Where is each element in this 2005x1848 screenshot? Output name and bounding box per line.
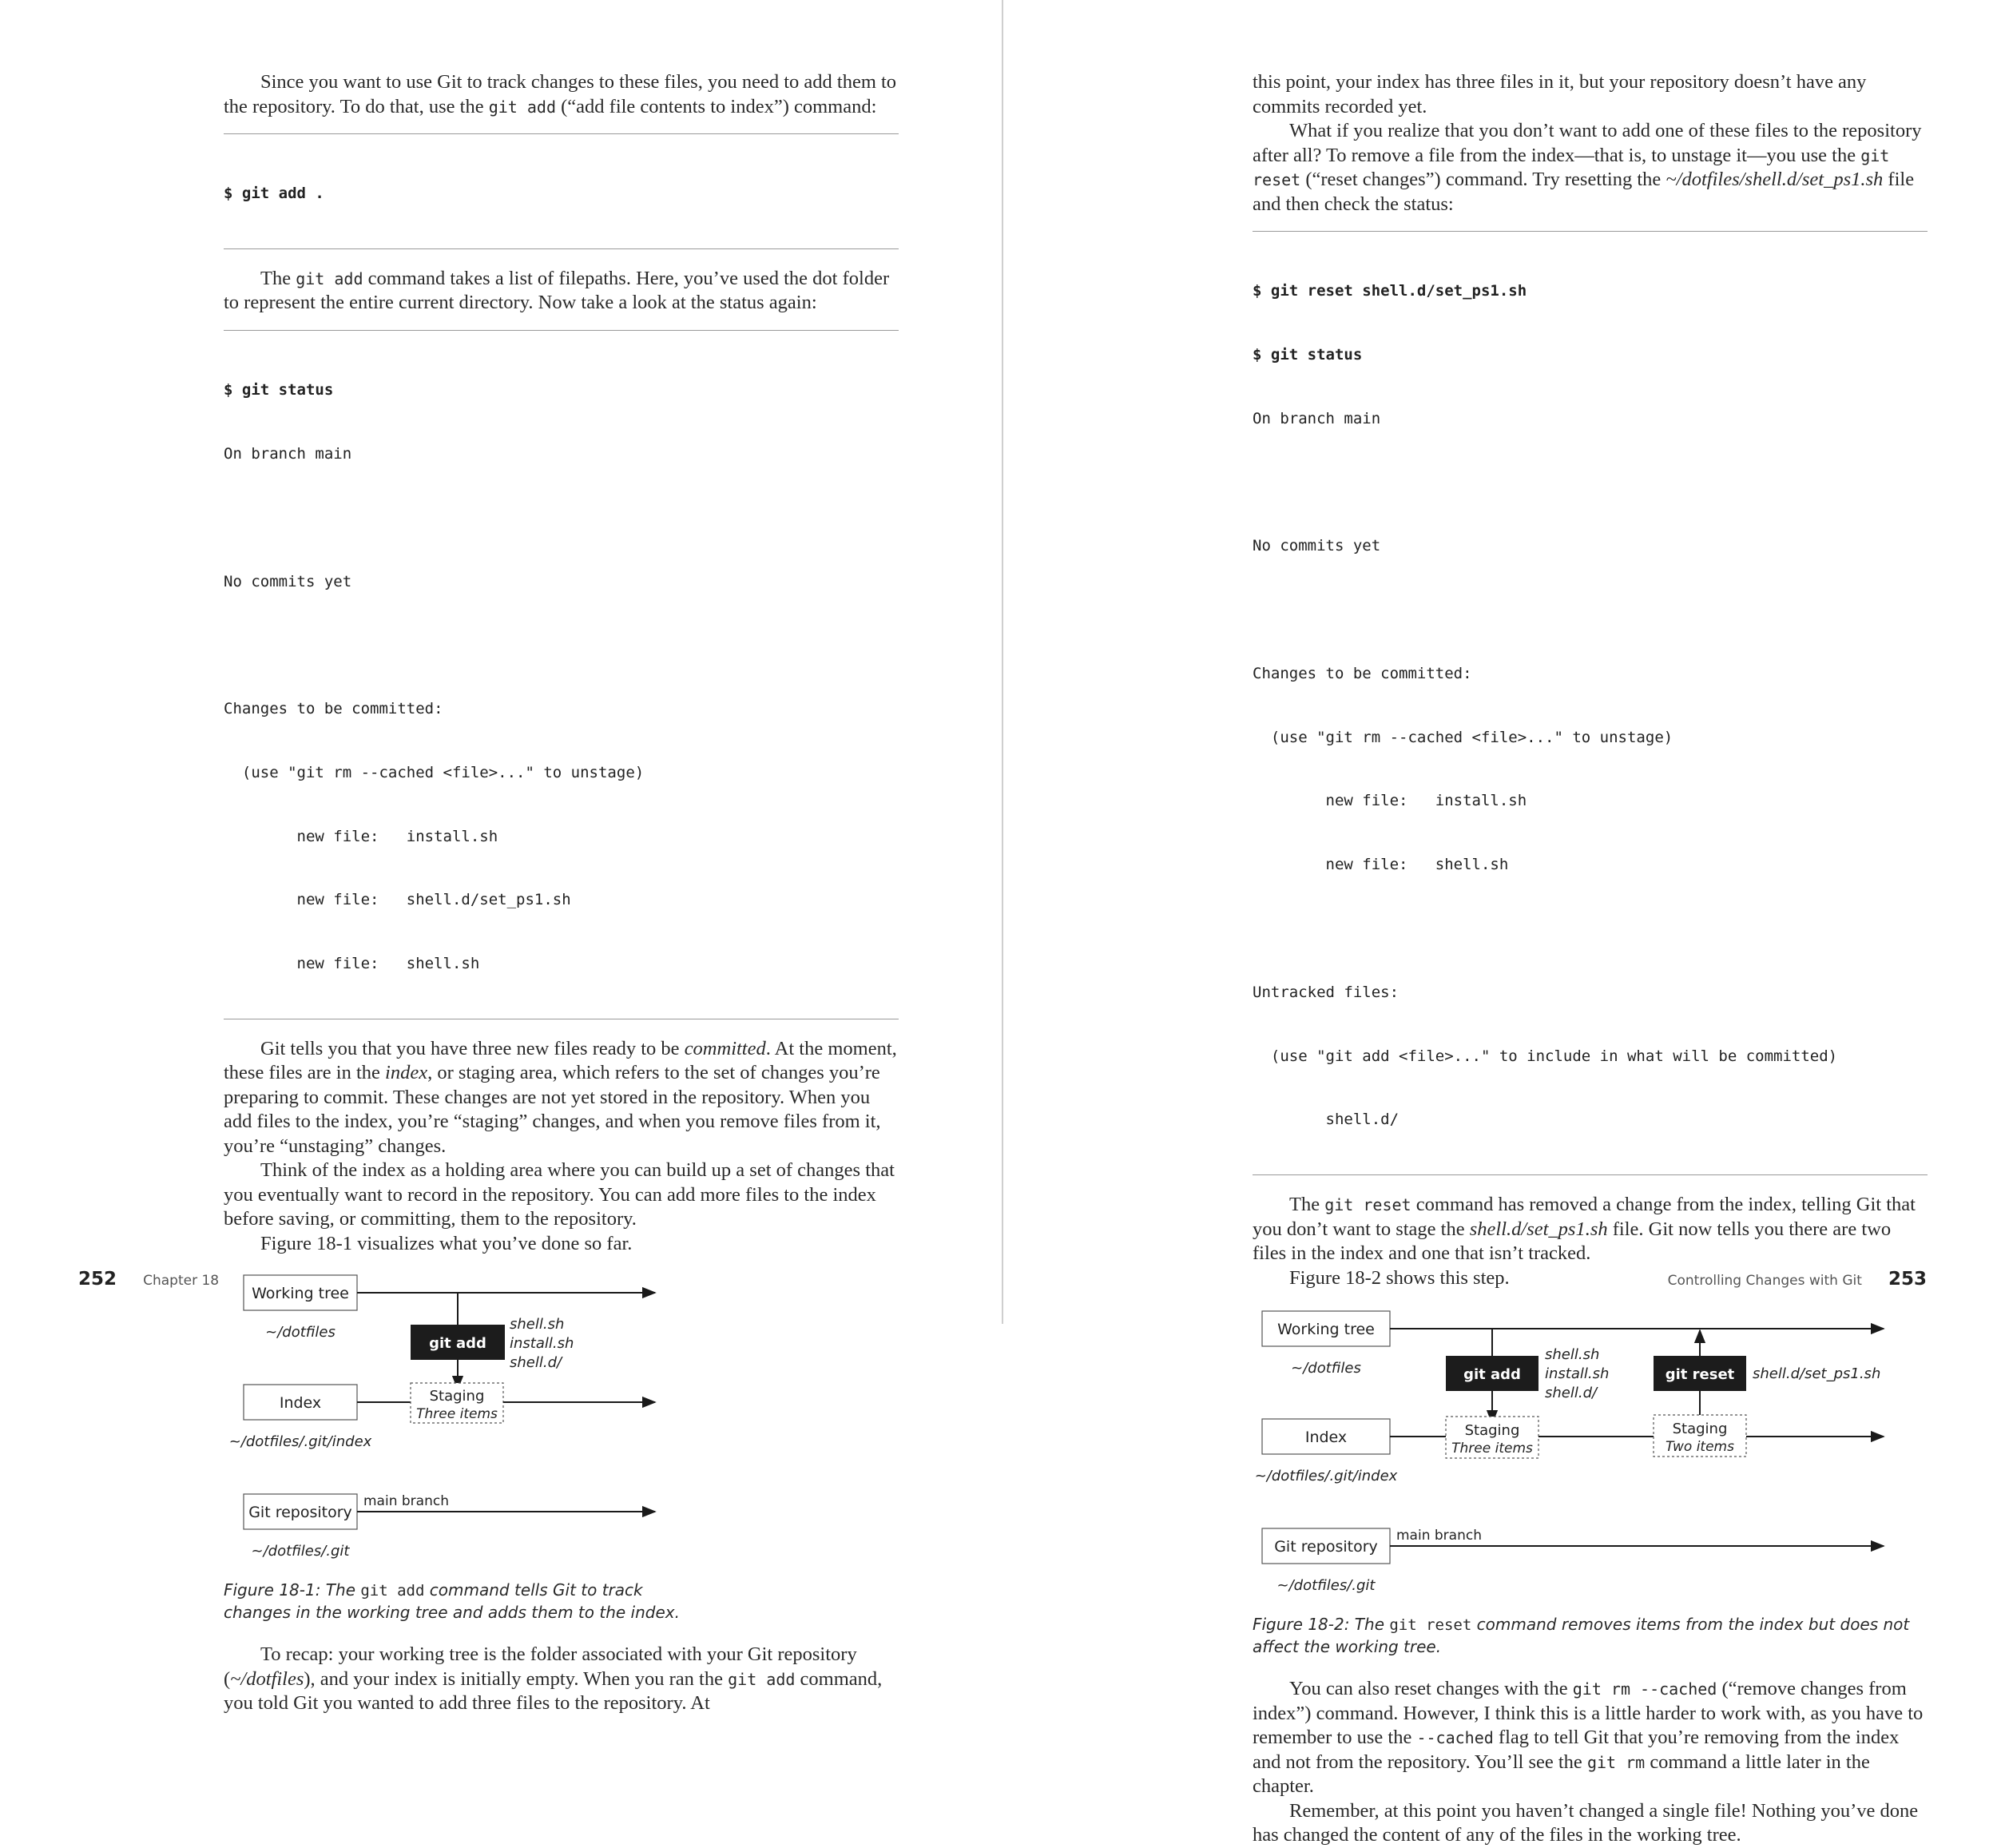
right-text-column [1253,70,1928,1848]
working-tree-label: Working tree [1277,1321,1375,1339]
staging-label: Staging [429,1388,485,1405]
figure-18-2 [1253,1303,1928,1658]
inline-code: --cached [1416,1728,1494,1748]
code-line: Changes to be committed: [224,700,443,718]
index-path: ~/dotfiles/.git/index [228,1433,372,1451]
inline-code: git rm --cached [1572,1679,1717,1699]
reset-file-label: shell.d/set_ps1.sh [1753,1365,1881,1383]
paragraph: To recap: your working tree is the folder associated with your Git repository (~/dotfiles), and your index is initially empty. When you ran the git add command, you told Git you wanted to add three files to the repository. At [224,1643,883,1715]
inline-code: git add [728,1669,796,1689]
code-line: new file: shell.sh [224,955,480,973]
figure-caption: Figure 18-2: The git reset command removes items from the index but does not affect the working tree. [1253,1615,1910,1657]
code-line: (use "git add <file>..." to include in what will be committed) [1253,1047,1838,1065]
page-footer [1668,1269,1927,1290]
code-line: On branch main [1253,409,1381,427]
code-block [224,330,899,1019]
left-page [0,0,1002,1715]
repository-path: ~/dotfiles/.git [1276,1577,1376,1595]
code-block [224,133,899,249]
right-page [1003,0,2005,1846]
file-label: shell.sh [510,1316,565,1333]
staging-count: Three items [1451,1441,1533,1457]
code-line [224,634,899,656]
code-line: $ git add . [224,185,324,203]
code-line: (use "git rm --cached <file>..." to unstage) [224,763,645,781]
page-number: 253 [1888,1269,1927,1290]
page-number: 252 [78,1269,117,1290]
git-repository-label: Git repository [248,1504,352,1522]
inline-code: git rm [1586,1752,1646,1772]
git-reset-command: git reset [1665,1366,1735,1384]
code-line: new file: install.sh [1253,792,1527,810]
inline-code: git reset [1253,145,1890,189]
chapter-label: Chapter 18 [143,1273,220,1289]
figure-18-1-diagram [224,1269,703,1564]
figure-18-2-diagram [1253,1303,1928,1599]
working-tree-path: ~/dotfiles [265,1324,335,1341]
paragraph: The git add command takes a list of filepaths. Here, you’ve used the dot folder to represent the entire current directory. Now take a look at the status again: [224,267,890,314]
main-branch-label: main branch [1396,1528,1482,1544]
file-label: install.sh [510,1335,574,1353]
paragraph: You can also reset changes with the git rm --cached (“remove changes from index”) command. However, I think this is a little harder to work with, as you have to remember to use the --cached flag to tell Git that you’re removing from the index and not from the repository. You’ll see the git rm command a little later in the chapter. [1253,1678,1924,1798]
inline-code: git add [296,268,363,288]
code-line: $ git status [1253,345,1363,364]
code-line: shell.d/ [1253,1111,1400,1129]
figure-18-1 [224,1269,899,1623]
index-label: Index [279,1394,322,1413]
code-line: Untracked files: [1253,983,1400,1001]
paragraph: What if you realize that you don’t want to add one of these files to the repository after all? To remove a file from the index—that is, to unstage it—you use the git reset (“reset changes”) command. Try resetting the ~/dotfiles/shell.d/set_ps1.sh file and then check the status: [1253,120,1922,215]
code-line: No commits yet [224,572,352,590]
paragraph: Since you want to use Git to track changes to these files, you need to add them to the repository. To do that, use the git add (“add file contents to index”) command: [224,71,897,117]
repository-path: ~/dotfiles/.git [251,1543,350,1560]
file-label: shell.d/ [510,1354,562,1372]
code-line: $ git status [224,381,334,399]
code-line [1253,599,1928,621]
git-add-command: git add [1463,1366,1521,1384]
paragraph: this point, your index has three files in it, but your repository doesn’t have any commits recorded yet. [1253,71,1867,117]
staging-count: Three items [416,1406,498,1423]
code-line [224,507,899,529]
code-line [1253,472,1928,494]
code-line: $ git reset shell.d/set_ps1.sh [1253,282,1527,300]
inline-code: git add [488,97,556,117]
index-label: Index [1304,1429,1348,1447]
code-line: (use "git rm --cached <file>..." to unstage) [1253,728,1673,746]
code-line [1253,918,1928,940]
file-label: shell.sh [1545,1346,1600,1364]
paragraph: Remember, at this point you haven’t changed a single file! Nothing you’ve done has changed the content of any of the files in the working tree. [1253,1799,1919,1846]
paragraph: The git reset command has removed a change from the index, telling Git that you don’t want to stage the shell.d/set_ps1.sh file. Git now tells you there are two files in the index and one that isn’t tracked. [1253,1194,1916,1265]
paragraph: Figure 18-1 visualizes what you’ve done so far. [260,1232,633,1254]
git-add-command: git add [429,1335,486,1353]
chapter-title-label: Controlling Changes with Git [1667,1273,1862,1289]
git-repository-label: Git repository [1274,1538,1378,1556]
code-block [1253,231,1928,1175]
paragraph: Figure 18-2 shows this step. [1289,1266,1510,1289]
index-path: ~/dotfiles/.git/index [1254,1468,1398,1485]
page-footer [78,1269,219,1290]
staging-label: Staging [1464,1422,1520,1440]
inline-code: git reset [1324,1195,1411,1215]
figure-caption: Figure 18-1: The git add command tells Git to track changes in the working tree and adds them to the index. [224,1580,680,1623]
code-line: new file: shell.sh [1253,856,1509,874]
paragraph: Git tells you that you have three new files ready to be committed. At the moment, these files are in the index, or staging area, which refers to the set of changes you’re preparing to commit. These changes are not yet stored in the repository. When you add files to the index, you’re “staging” changes, and when you remove files from it, you’re “unstaging” changes. [224,1037,897,1157]
file-label: shell.d/ [1545,1385,1598,1402]
code-line: new file: shell.d/set_ps1.sh [224,891,571,909]
staging-label: Staging [1672,1421,1728,1438]
code-line: On branch main [224,444,352,463]
code-line: Changes to be committed: [1253,664,1472,682]
file-label: install.sh [1545,1365,1610,1383]
code-line: new file: install.sh [224,827,498,845]
staging-count: Two items [1666,1439,1734,1456]
code-line: No commits yet [1253,537,1381,555]
left-text-column [224,70,899,1716]
main-branch-label: main branch [363,1493,449,1510]
working-tree-path: ~/dotfiles [1291,1360,1361,1377]
working-tree-label: Working tree [252,1285,349,1303]
paragraph: Think of the index as a holding area where you can build up a set of changes that you eventually want to record in the repository. You can add more files to the index before saving, or committing, them to the repository. [224,1159,895,1230]
